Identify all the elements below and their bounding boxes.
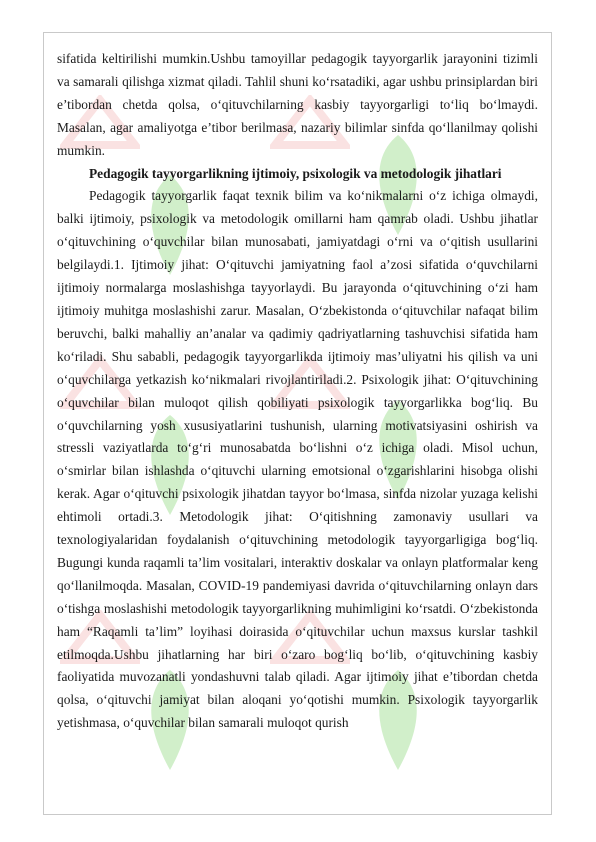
paragraph: Pedagogik tayyorgarlik faqat texnik bilim va ko‘nikmalarni o‘z ichiga olmaydi, balki ijtimoiy, psixologik va metodologik omillarni ham qamrab oladi. Ushbu jihatlar o‘qituvchining o‘quvchilar bilan munosabati, jamiyatdagi o‘rni va o‘qitish usullarini belgilaydi.1. Ijtimoiy jihat: O‘qituvchi jamiyatning faol a’zosi sifatida o‘quvchilarni ijtimoiy normalarga moslashishga tayyorlaydi. Bu jarayonda o‘qituvchining o‘zi ham ijtimoiy muhitga moslashishi zarur. Masalan, O‘zbekistonda o‘qituvchilar nafaqat bilim beruvchi, balki mahalliy an’analar va qadimiy qadriyatlarning tashuvchisi sifatida ham ko‘riladi. Shu sababli, pedagogik tayyorgarlikda ijtimoiy mas’uliyatni his qilish va uni o‘quvchilarga yetkazish ko‘nikmalari rivojlantiriladi.2. Psixologik jihat: O‘qituvchining o‘quvchilar bilan muloqot qilish qobiliyati psixologik tayyorgarlikka bog‘liq. Bu o‘quvchilarning yosh xususiyatlarini tushunish, ularning motivatsiyasini oshirish va stressli vaziyatlarda to‘g‘ri munosabatda bo‘lishni o‘z ichiga oladi. Misol uchun, o‘smirlar bilan ishlashda o‘qituvchi ularning emotsional o‘zgarishlarini hisobga olishi kerak. Agar o‘qituvchi psixologik jihatdan tayyor bo‘lmasa, sinfda nizolar yuzaga kelishi ehtimoli ortadi.3. Metodologik jihat: O‘qitishning zamonaviy usullari va texnologiyalaridan foydalanish o‘qituvchining metodologik tayyorgarligiga bog‘liq. Bugungi kunda raqamli ta’lim vositalari, interaktiv doskalar va onlayn platformalar keng qo‘llanilmoqda. Masalan, COVID-19 pandemiyasi davrida o‘qituvchilarning onlayn dars o‘tishga moslashishi metodologik tayyorgarlikning muhimligini ko‘rsatdi. O‘zbekistonda ham “Raqamli ta’lim” loyihasi doirasida o‘qituvchilar uchun maxsus kurslar tashkil etilmoqda.Ushbu jihatlarning har biri o‘zaro bog‘liq bo‘lib, o‘qituvchining kasbiy faoliyatida muvozanatli yondashuvni talab qiladi. Agar ijtimoiy jihat e’tibordan chetda qolsa, o‘qituvchi jamiyat bilan aloqani yo‘qotishi mumkin. Psixologik tayyorgarlik yetishmasa, o‘quvchilar bilan samarali muloqot qurish [57,188,538,731]
section-heading: Pedagogik tayyorgarlikning ijtimoiy, psixologik va metodologik jihatlari [89,165,502,181]
document-body [57,48,538,735]
paragraph: sifatida keltirilishi mumkin.Ushbu tamoyillar pedagogik tayyorgarlik jarayonini tizimli va samarali qilishga xizmat qiladi. Tahlil shuni ko‘rsatadiki, agar ushbu prinsiplardan biri e’tibordan chetda qolsa, o‘qituvchilarning kasbiy tayyorgarligi to‘liq bo‘lmaydi. Masalan, agar amaliyotga e’tibor berilmasa, nazariy bilimlar sinfda qo‘llanilmay qolishi mumkin. [57,51,538,158]
